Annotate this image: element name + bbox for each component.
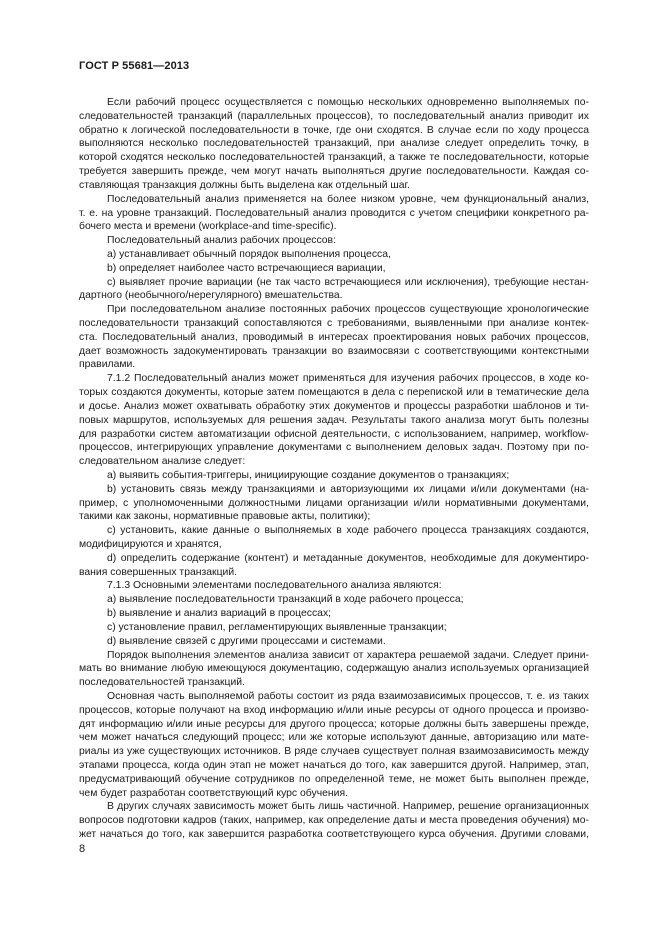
text-line: c) выявляет прочие вариации (не так часто встречающиеся или исключения), требующие нестан- [107, 276, 589, 288]
text-line: дят информацию и/или иные ресурсы для другого процесса; которые должны быть завершены прежде, [79, 718, 589, 730]
text-line: следовательном анализе следует: [79, 456, 246, 468]
text-line: с) установить, какие данные о выполняемых в ходе рабочего процесса транзакциях создаются, [107, 525, 589, 537]
page-number: 8 [79, 843, 86, 855]
text-line: которой сходятся несколько последовательностей транзакций, а также те последовательности, которые [79, 152, 589, 164]
text-line: повых маршрутов, используемых для решения задач. Результаты такого анализа могут быть полезны [79, 414, 589, 426]
document-body [79, 96, 589, 842]
text-line: последовательностей транзакций. [79, 677, 245, 689]
text-line: правилами. [79, 359, 136, 371]
text-line: пример, с уполномоченными должностными лицами организации и/или нормативными документами, [79, 497, 589, 509]
text-line: Основная часть выполняемой работы состоит из ряда взаимозависимых процессов, т. е. из таких [107, 690, 589, 702]
text-line: b) выявление и анализ вариаций в процессах; [107, 608, 332, 620]
text-line: чем может начаться следующий процесс; или же которые используют данные, авторизацию или мате- [79, 732, 589, 744]
text-line: последовательности транзакций сопоставляются с требованиями, выявленными при анализе контек- [79, 318, 589, 329]
text-line: выполняются несколько последовательностей транзакций, при анализе следует определить точку, в [79, 138, 589, 150]
document-header: ГОСТ Р 55681—2013 [79, 60, 190, 72]
text-line: b) установить связь между транзакциями и авторизующими их лицами и/или документами (на- [107, 483, 589, 495]
text-line: и досье. Анализ может охватывать обработку этих документов и процессы разработки шаблонов и ти- [79, 400, 589, 412]
text-line: риалы из уже существующих источников. В ряде случаев существует полная взаимозависимость между [79, 746, 589, 758]
text-line: жет начаться до того, как завершится разработка соответствующего курса обучения. Другими словами, [79, 829, 589, 841]
text-line: ста. Последовательный анализ, проводимый в интересах проектирования новых рабочих процессов, [79, 331, 589, 343]
text-line: т. е. на уровне транзакций. Последовательный анализ проводится с учетом специфики конкретного ра- [79, 207, 589, 219]
text-line: Последовательный анализ применяется на более низком уровне, чем функциональный анализ, [107, 193, 589, 205]
text-line: В других случаях зависимость может быть лишь частичной. Например, решение организационных [107, 801, 589, 813]
text-line: процессов, которые получают на вход информацию и/или иные ресурсы от одного процесса и произво- [79, 704, 589, 716]
text-line: а) выявить события-триггеры, инициирующие создание документов о транзакциях; [107, 469, 510, 481]
text-line: При последовательном анализе постоянных рабочих процессов существующие хронологические [107, 304, 589, 316]
text-line: мать во внимание любую имеющуюся документацию, содержащую анализ используемых организацией [79, 663, 589, 675]
text-line: d) определить содержание (контент) и метаданные документов, необходимые для документиро- [107, 552, 589, 564]
text-line: модифицируются и хранятся, [79, 539, 222, 550]
text-line: торых создаются документы, которые затем помещаются в дела с перепиской или в тематические дела [79, 387, 589, 399]
text-line: 7.1.2 Последовательный анализ может применяться для изучения рабочих процессов, в ходе ко- [107, 373, 589, 385]
text-line: дартного (необычного/нерегулярного) вмешательства. [79, 290, 343, 302]
text-line: бочего места и времени (workplace-and time-specific). [79, 221, 337, 233]
text-line: процессов, интегрирующих управление документами с выполнением деловых задач. Поэтому при по- [79, 442, 589, 454]
text-line: Порядок выполнения элементов анализа зависит от характера решаемой задачи. Следует прини- [107, 649, 589, 661]
text-line: такими как законы, нормативные правовые акты, политики); [79, 511, 371, 523]
text-line: а) выявление последовательности транзакций в ходе рабочего процесса; [107, 594, 464, 606]
text-line: чем будет разработан соответствующий курс обучения. [79, 787, 348, 799]
text-line: ставляющая транзакция должны быть выделена как отдельный шаг. [79, 179, 410, 191]
text-line: Последовательный анализ рабочих процессов: [107, 235, 336, 247]
text-line: требуется завершить прежде, чем могут начать выполняться другие последовательности. Каждая со- [79, 166, 589, 178]
text-line: обратно к логической последовательности в точке, где они сходятся. В случае если по ходу процесса [79, 124, 589, 136]
text-line: вания совершенных транзакций. [79, 566, 238, 578]
text-line: b) определяет наиболее часто встречающиеся вариации, [107, 262, 386, 274]
text-line: вопросов подготовки кадров (таких, например, как определение даты и места проведения обучения) мо- [79, 815, 589, 827]
text-line: Если рабочий процесс осуществляется с помощью нескольких одновременно выполняемых по- [107, 97, 589, 108]
text-line: а) устанавливает обычный порядок выполнения процесса, [107, 248, 391, 260]
text-line: следовательностей транзакций (параллельных процессов), то последовательный анализ приводит их [79, 110, 589, 122]
text-line: d) выявление связей с другими процессами и системами. [107, 635, 386, 647]
text-line: предусматривающий обучение сотрудников по определенной теме, не может быть выполнен прежде, [79, 773, 589, 785]
text-line: этапами процесса, когда один этап не может начаться до того, как завершится другой. Например, этап, [79, 760, 589, 771]
text-line: 7.1.3 Основными элементами последовательного анализа являются: [107, 580, 442, 592]
text-line: c) установление правил, регламентирующих выявленные транзакции; [107, 621, 447, 633]
text-line: дает возможность задокументировать транзакции во взаимосвязи с соответствующими контекстными [79, 345, 589, 357]
text-line: для разработки систем автоматизации офисной деятельности, с использованием, например, workflow- [79, 428, 589, 440]
